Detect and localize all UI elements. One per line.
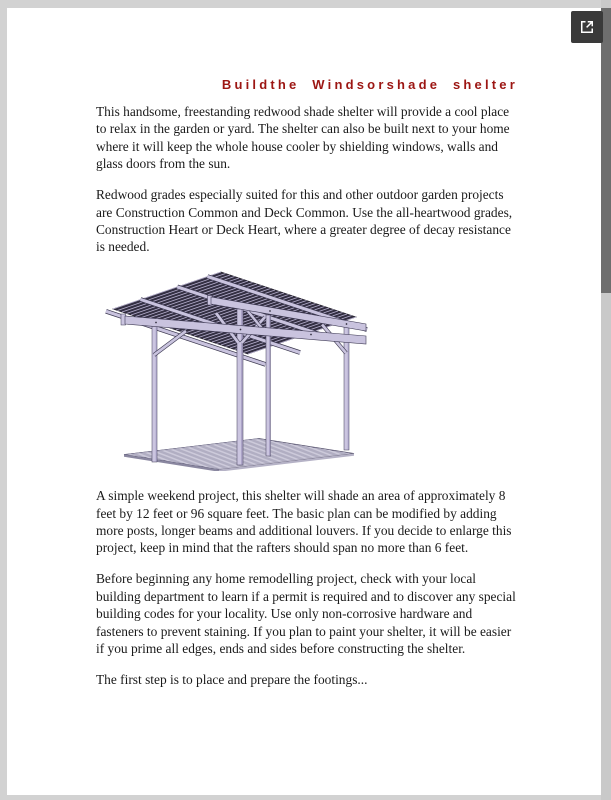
shelter-illustration [96,269,381,471]
paragraph-intro: This handsome, freestanding redwood shade shelter will provide a cool place to relax in the garden or yard. The shelter can also be built next to your home where it will keep the whole house cooler by shielding windows, walls and glass doors from the sun. [96,104,510,172]
page-top-border [0,0,601,8]
page-bottom-border [0,795,601,800]
scrollbar-thumb[interactable] [601,8,611,293]
paragraph-size: A simple weekend project, this shelter will shade an area of approximately 8 feet by 12 feet or 96 square feet. The basic plan can be modified by adding more posts, longer beams and additional louvers. If you decide to enlarge this project, keep in mind that the rafters should span no more than 6 feet. [96,488,512,556]
open-in-new-icon [578,18,596,36]
figure [96,269,381,471]
page-left-border [0,0,7,800]
paragraph-first-step: The first step is to place and prepare the footings... [96,671,368,687]
paragraph-permits: Before beginning any home remodelling project, check with your local building department to learn if a permit is required and to discover any special building codes for your locality. Use only non-corrosive hardware and fasteners to prevent staining. If you plan to paint your shelter, it will be easier if you prime all edges, ends and sides before constructing the shelter. [96,571,516,656]
page-title: Buildthe Windsorshade shelter [221,77,518,92]
paragraph-grades: Redwood grades especially suited for this and other outdoor garden projects are Construction Common and Deck Common. Use the all-heartwood grades, Construction Heart or Deck Heart, where a greater degree of decay resistance is needed. [96,187,513,255]
front-left-post [152,326,186,462]
document-page [96,74,520,688]
open-in-new-button[interactable] [571,11,603,43]
